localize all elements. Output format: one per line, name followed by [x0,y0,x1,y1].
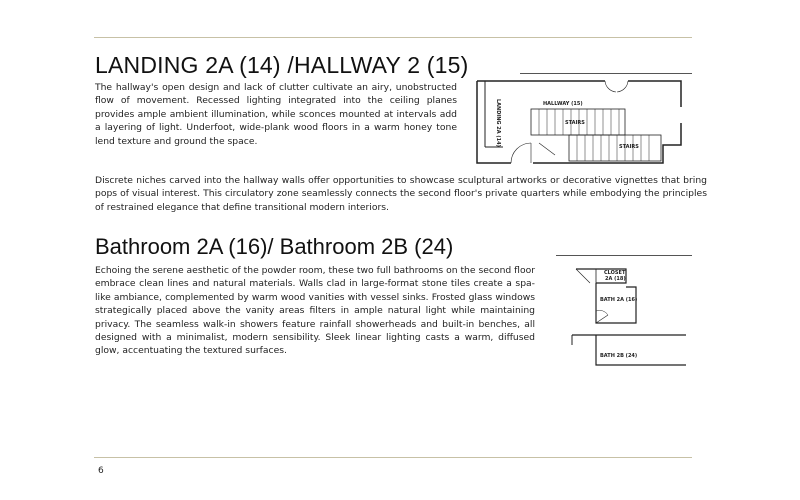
hallway-paragraph-1: The hallway's open design and lack of clutter cultivate an airy, unobstructed flow of movement. Recessed lighting integrated into the ceiling planes provides ample ambient illumination, while sconces mounted at intervals add a layering of light. Underfoot, wide-plank wood floors in a warm honey tone lend texture and ground the space. [95,82,457,147]
bathroom-floorplan [566,263,696,373]
plan-label-landing: LANDING 2A (14) [495,99,501,147]
plan-label-closet-2: 2A (18) [605,276,626,282]
title-underline [520,73,692,74]
plan-label-bath2a: BATH 2A (16) [600,297,638,303]
plan-label-stairs-lower: STAIRS [619,144,639,150]
top-divider [94,37,692,38]
plan-label-hallway: HALLWAY (15) [543,101,583,107]
bathroom-paragraph: Echoing the serene aesthetic of the powder room, these two full bathrooms on the second floor embrace clean lines and natural materials. Walls clad in large-format stone tiles create a spa-like ambiance, complemented by warm wood vanities with vessel sinks. Frosted glass windows strategically placed above the vanity areas filters in ample natural light while maintaining privacy. The seamless walk-in showers feature rainfall showerheads and built-in benches, all designed with a minimalist, modern sensibility. Sleek linear lighting casts a warm, diffused glow, accentuating the textured surfaces. [95,265,535,357]
bottom-divider [94,457,692,458]
section-title-landing-hallway: LANDING 2A (14) /HALLWAY 2 (15) [95,52,469,78]
plan-label-bath2b: BATH 2B (24) [600,353,638,359]
plan-label-closet-1: CLOSET [604,270,626,276]
landing-hallway-floorplan [473,77,693,167]
page-number: 6 [98,466,104,476]
title-underline [556,255,692,256]
section-title-bathrooms: Bathroom 2A (16)/ Bathroom 2B (24) [95,234,454,259]
hallway-paragraph-2: Discrete niches carved into the hallway walls offer opportunities to showcase sculptural artworks or decorative vignettes that bring pops of visual interest. This circulatory zone seamlessly connects the second floor's private quarters while embodying the principles of restrained elegance that define transitional modern interiors. [95,175,707,213]
plan-label-stairs-upper: STAIRS [565,120,585,126]
